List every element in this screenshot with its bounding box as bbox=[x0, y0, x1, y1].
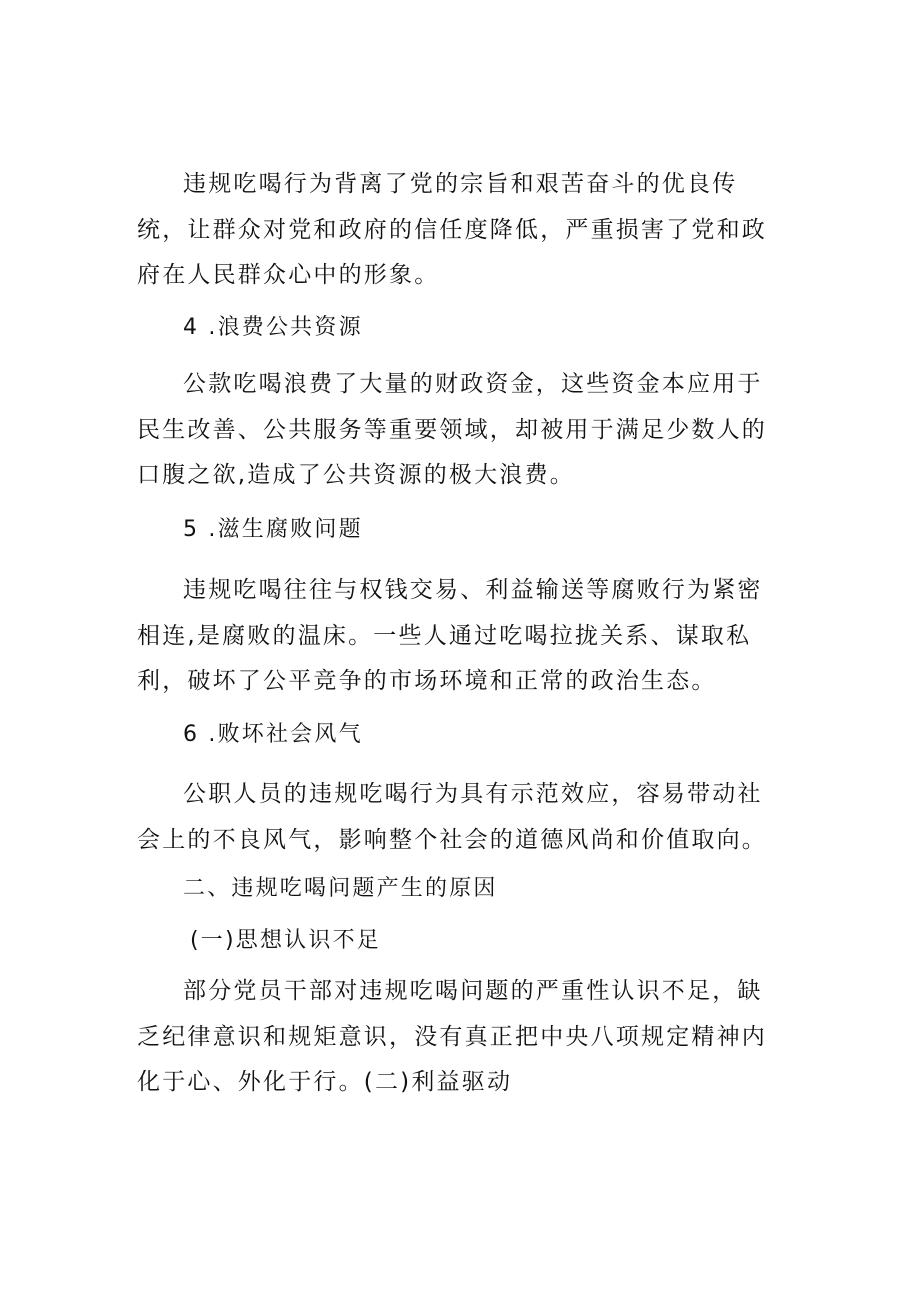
paragraph-5: 部分党员干部对违规吃喝问题的严重性认识不足，缺乏纪律意识和规矩意识，没有真正把中央八项规定精神内化于心、外化于行。(二)利益驱动 bbox=[137, 978, 767, 1095]
paragraph-3: 违规吃喝往往与权钱交易、利益输送等腐败行为紧密相连,是腐败的温床。一些人通过吃喝拉拢关系、谋取私利，破坏了公平竞争的市场环境和正常的政治生态。 bbox=[137, 577, 763, 694]
heading-4: 4 .浪费公共资源 bbox=[183, 315, 363, 340]
heading-6: 6 .败坏社会风气 bbox=[183, 722, 363, 747]
paragraph-1: 违规吃喝行为背离了党的宗旨和艰苦奋斗的优良传统，让群众对党和政府的信任度降低，严重损害了党和政府在人民群众心中的形象。 bbox=[137, 171, 767, 288]
paragraph-4: 公职人员的违规吃喝行为具有示范效应，容易带动社会上的不良风气，影响整个社会的道德风尚和价值取向。 bbox=[137, 781, 767, 853]
section-heading-2: 二、违规吃喝问题产生的原因 bbox=[183, 876, 498, 901]
paragraph-2: 公款吃喝浪费了大量的财政资金，这些资金本应用于民生改善、公共服务等重要领域，却被用于满足少数人的口腹之欲,造成了公共资源的极大浪费。 bbox=[137, 371, 767, 488]
subheading-1: (一)思想认识不足 bbox=[190, 928, 381, 953]
heading-5: 5 .滋生腐败问题 bbox=[183, 517, 363, 542]
